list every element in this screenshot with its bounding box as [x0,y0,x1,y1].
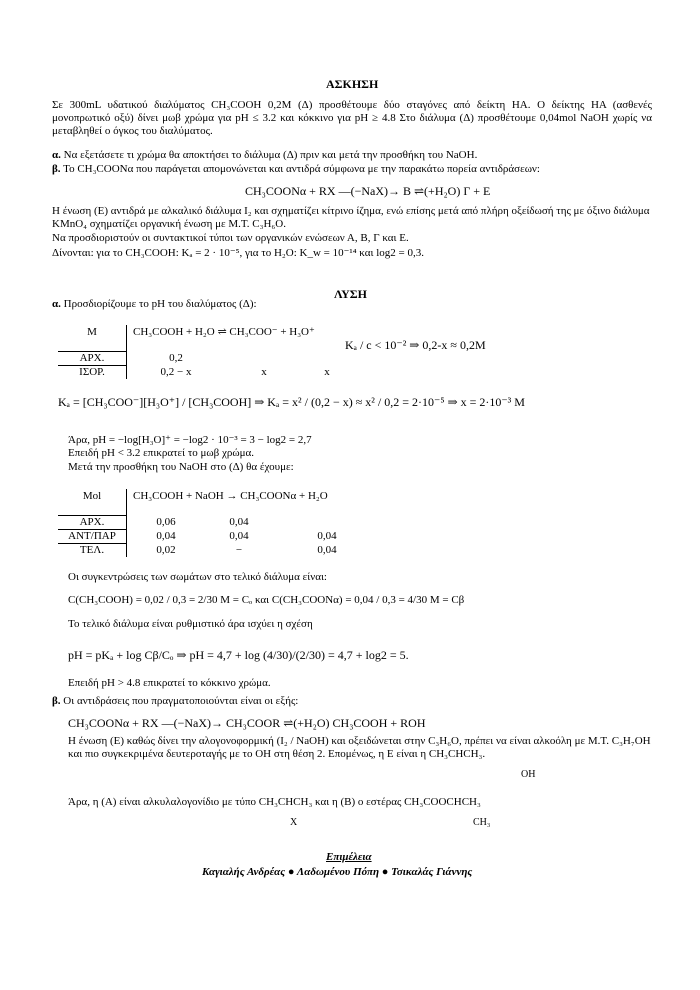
approximation-note: Kₐ / c < 10⁻² ⇒ 0,2-x ≈ 0,2M [345,338,486,352]
red-color-note: Επειδή pH > 4.8 επικρατεί το κόκκινο χρώμα. [68,677,271,689]
ph-calculation: Άρα, pH = −log[H₃O]⁺ = −log2 · 10⁻³ = 3 − log2 = 2,7 [68,434,312,446]
table-header-cell: CH₃COOH + H₂O ⇌ CH₃COO⁻ + H₃O⁺ [133,326,315,338]
table-row: ΑΡΧ. 0,06 0,04 [58,515,381,529]
buffer-intro: Το τελικό διάλυμα είναι ρυθμιστικό άρα ισχύει η σχέση [68,618,313,630]
given-data: Δίνονται: για το CH₃COOH: Kₐ = 2 · 10⁻⁵, για το H₂O: K_w = 10⁻¹⁴ και log2 = 0,3. [52,247,424,259]
table-header-cell: M [58,325,127,338]
x-substituent: X [290,817,298,828]
henderson-hasselbalch: pH = pKₐ + log Cβ/Cₒ ⇒ pH = 4,7 + log (4/30)/(2/30) = 4,7 + log2 = 5. [68,648,409,662]
neutralization-table [58,489,381,557]
question-a: α. Να εξετάσετε τι χρώμα θα αποκτήσει το διάλυμα (Δ) πριν και μετά την προσθήκη του NaOH. [52,149,478,161]
table-row: ΤΕΛ. 0,02 − 0,04 [58,543,381,557]
solution-a-intro: α. Προσδιορίζουμε το pH του διαλύματος (Δ): [52,298,257,310]
b-explanation-2: Άρα, η (Α) είναι αλκυλαλογονίδιο με τύπο CH₃CHCH₃ και η (Β) ο εστέρας CH₃COOCHCH₃ [68,796,481,808]
ph-note: Επειδή pH < 3.2 επικρατεί το μωβ χρώμα. [68,447,255,459]
ka-expression: Kₐ = [CH₃COO⁻][H₃O⁺] / [CH₃COOH] ⇒ Kₐ = x² / (0,2 − x) ≈ x² / 0,2 = 2·10⁻⁵ ⇒ x = 2·10⁻³ M [58,395,525,409]
table-header-cell: Mol [58,489,127,502]
credits-names: Καγιαλής Ανδρέας ● Λαδωμένου Πόπη ● Τσικαλάς Γιάννης [202,866,473,878]
ch3-substituent: CH₃ [473,817,491,828]
exercise-paragraph-3: Να προσδιοριστούν οι συντακτικοί τύποι των οργανικών ενώσεων Α, Β, Γ και Ε. [52,232,409,244]
table-header-cell: CH₃COOH + NaOH → CH₃COONα + H₂O [133,489,328,502]
table-row: ΙΣΟΡ. 0,2 − x x x [58,365,351,379]
b-reaction-scheme: CH₃COONα + RX —(−NaX)→ CH₃COOR ⇌(+H₂O) CH₃COOH + ROH [68,716,426,730]
question-b: β. Το CH₃COONα που παράγεται απομονώνεται και αντιδρά σύμφωνα με την παρακάτω πορεία αντιδράσεων: [52,163,540,175]
concentrations-intro: Οι συγκεντρώσεις των σωμάτων στο τελικό διάλυμα είναι: [68,571,327,583]
table-row: ΑΝΤ/ΠΑΡ 0,04 0,04 0,04 [58,529,381,543]
ionization-table [58,325,351,379]
reaction-scheme: CH₃COONα + RX —(−NaX)→ B ⇌(+H₂O) Γ + E [245,184,491,198]
credits-heading: Επιμέλεια [326,851,372,863]
exercise-heading: ΑΣΚΗΣΗ [326,77,379,91]
exercise-paragraph-2: Η ένωση (Ε) αντιδρά με αλκαλικό διάλυμα I₂ και σχηματίζει κίτρινο ίζημα, ενώ επίσης μετά από πλήρη οξείδωσή της με όξινο διάλυμα KMnO₄ σχηματίζει οργανική ένωση με Μ.Τ. C₃H₆O. [52,205,650,230]
table-row: ΑΡΧ. 0,2 [58,351,351,365]
solution-heading: ΛΥΣΗ [334,287,367,301]
exercise-paragraph-1: Σε 300mL υδατικού διαλύματος CH₃COOH 0,2M (Δ) προσθέτουμε δύο σταγόνες από δείκτη ΗΑ. Ο δείκτης ΗΑ (ασθενές μονοπρωτικό οξύ) δίνει μωβ χρώμα για pH ≤ 3.2 και κόκκινο για pH ≥ 4.8 Στο διάλυμα (Δ) προσθέτουμε 0,04mol NaOH χωρίς να μεταβληθεί ο όγκος του διαλύματος. [52,99,652,137]
oh-substituent: OH [521,769,536,780]
after-naoh-text: Μετά την προσθήκη του NaOH στο (Δ) θα έχουμε: [68,461,294,473]
solution-b-intro: β. Οι αντιδράσεις που πραγματοποιούνται είναι οι εξής: [52,695,299,707]
concentrations-line: C(CH₃COOH) = 0,02 / 0,3 = 2/30 M = Cₒ και C(CH₃COONα) = 0,04 / 0,3 = 4/30 M = Cβ [68,594,465,606]
b-explanation-1: Η ένωση (Ε) καθώς δίνει την αλογονοφορμική (I₂ / NaOH) και οξειδώνεται στην C₃H₆O, πρέπει να είναι αλκοόλη με Μ.Τ. C₃H₇OH και πιο συγκεκριμένα δευτεροταγής με το OH στη θέση 2. Επομένως, η Ε είναι η CH₃CHCH₃. [68,735,651,760]
